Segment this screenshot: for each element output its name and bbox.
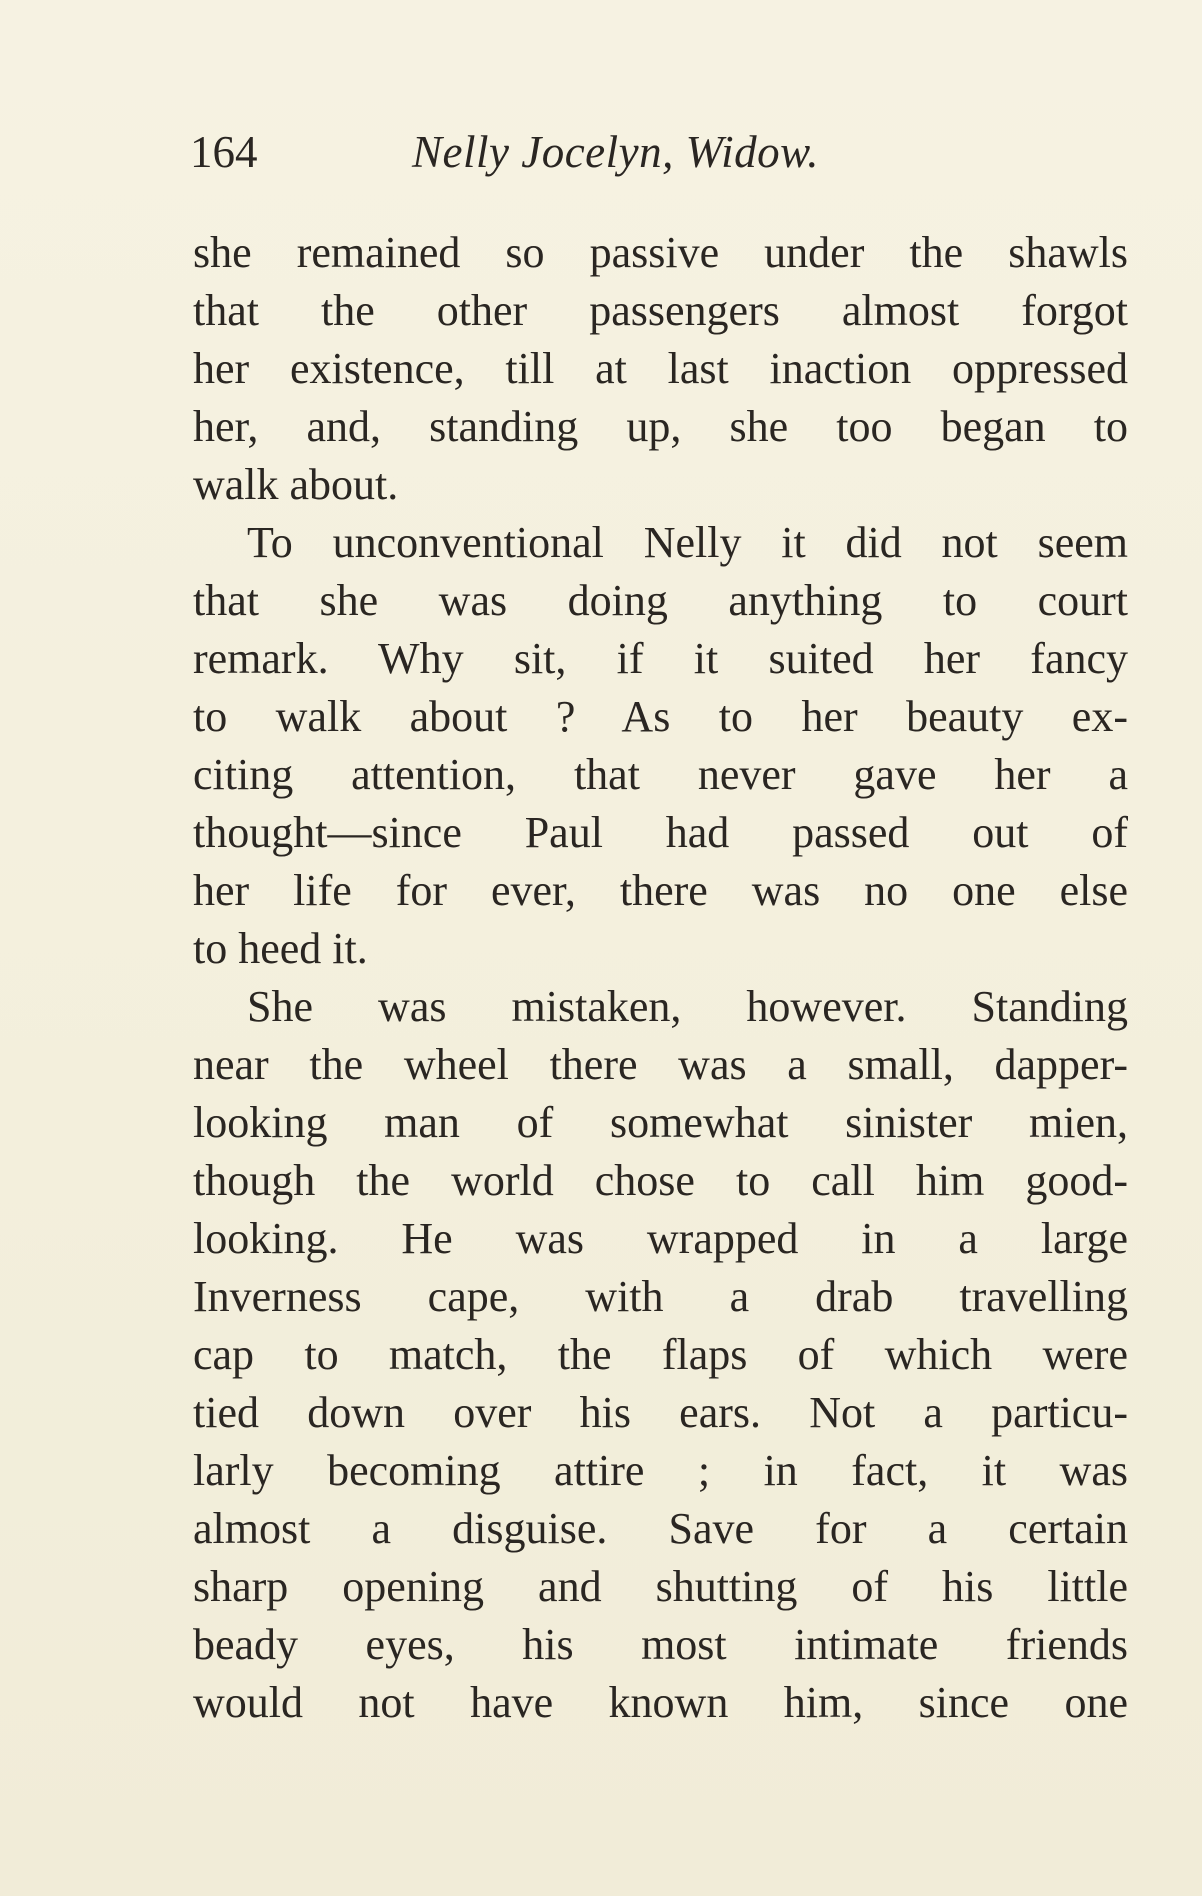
running-title: Nelly Jocelyn, Widow. [412,127,820,177]
text-line: near the wheel there was a small, dapper- [193,1040,1128,1089]
text-line: her, and, standing up, she too began to [193,402,1128,451]
text-line: sharp opening and shutting of his little [193,1562,1128,1611]
text-line: looking. He was wrapped in a large [193,1214,1128,1263]
body-text [193,224,1128,1732]
text-line: To unconventional Nelly it did not seem [247,518,1128,567]
text-line: beady eyes, his most intimate friends [193,1620,1128,1669]
text-line: she remained so passive under the shawls [193,228,1128,277]
text-line: walk about. [193,460,399,509]
text-line: tied down over his ears. Not a particu- [193,1388,1128,1437]
text-line: that the other passengers almost forgot [193,286,1128,335]
text-line: her life for ever, there was no one else [193,866,1128,915]
text-line: that she was doing anything to court [193,576,1128,625]
text-line: looking man of somewhat sinister mien, [193,1098,1128,1147]
running-head [190,122,1130,182]
text-line: larly becoming attire ; in fact, it was [193,1446,1128,1495]
text-line: thought—since Paul had passed out of [193,808,1128,857]
text-line: remark. Why sit, if it suited her fancy [193,634,1128,683]
page-number: 164 [190,127,258,177]
text-line: her existence, till at last inaction oppressed [193,344,1128,393]
text-line: She was mistaken, however. Standing [247,982,1128,1031]
text-line: to heed it. [193,924,368,973]
text-line: cap to match, the flaps of which were [193,1330,1128,1379]
text-line: Inverness cape, with a drab travelling [193,1272,1128,1321]
text-line: almost a disguise. Save for a certain [193,1504,1128,1553]
text-line: though the world chose to call him good- [193,1156,1128,1205]
text-line: to walk about ? As to her beauty ex- [193,692,1128,741]
text-line: would not have known him, since one [193,1678,1128,1727]
text-line: citing attention, that never gave her a [193,750,1128,799]
